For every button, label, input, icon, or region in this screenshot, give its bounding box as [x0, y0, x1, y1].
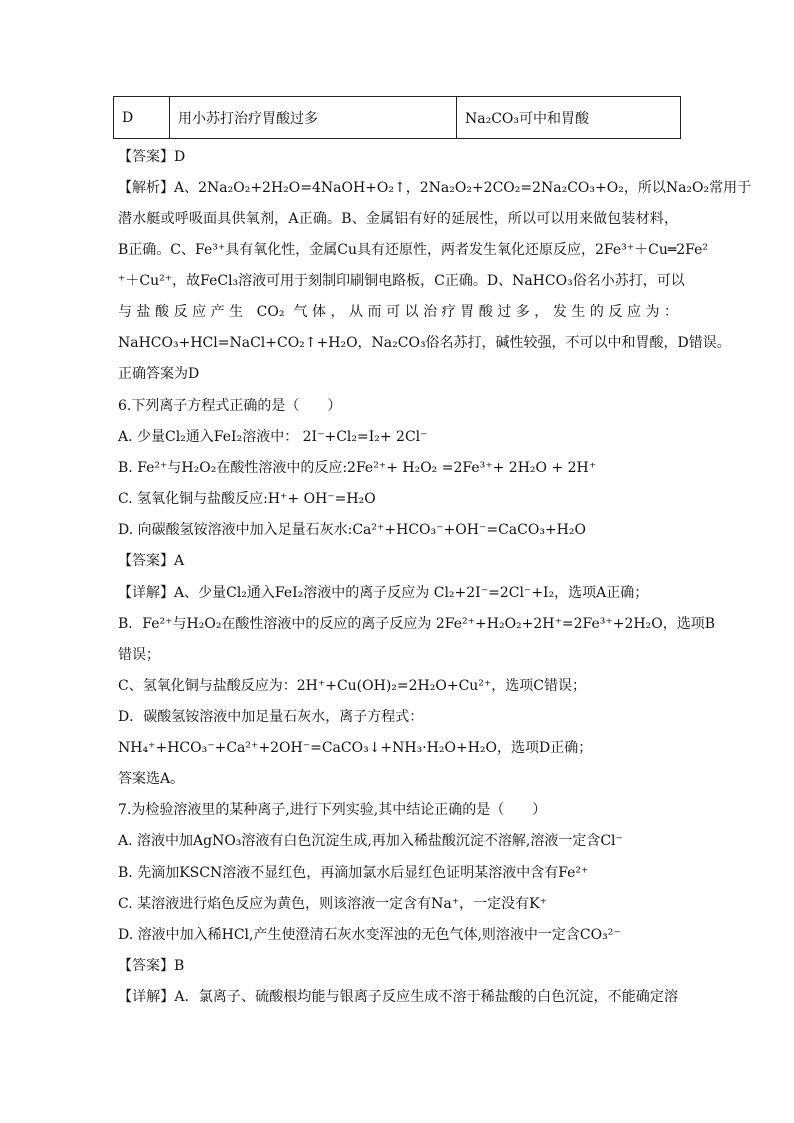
q6-explanation-line: C、氢氧化铜与盐酸反应为：2H⁺+Cu(OH)₂=2H₂O+Cu²⁺，选项C错误；: [118, 678, 587, 694]
q7-option-c: C. 某溶液进行焰色反应为黄色，则该溶液一定含有Na⁺，一定没有K⁺: [118, 896, 547, 912]
q6-explanation-line: 【详解】A、少量Cl₂通入FeI₂溶液中的离子反应为 Cl₂+2I⁻=2Cl⁻+I₂，选项A正确；: [118, 585, 649, 601]
q6-option-d: D. 向碳酸氢铵溶液中加入足量石灰水:Ca²⁺+HCO₃⁻+OH⁻=CaCO₃+H₂O: [118, 522, 586, 538]
q5-analysis-line: 与盐酸反应产生 CO₂ 气体，从而可以治疗胃酸过多，发生的反应为：: [118, 304, 678, 320]
table-row: [114, 97, 681, 139]
option-description: 用小苏打治疗胃酸过多: [170, 97, 457, 139]
q7-option-a: A. 溶液中加AgNO₃溶液有白色沉淀生成,再加入稀盐酸沉淀不溶解,溶液一定含Cl⁻: [118, 833, 623, 849]
q6-option-a: A. 少量Cl₂通入FeI₂溶液中： 2I⁻+Cl₂=I₂+ 2Cl⁻: [118, 429, 428, 445]
q7-answer: 【答案】B: [118, 958, 185, 974]
q6-explanation-line: D．碳酸氢铵溶液中加足量石灰水，离子方程式：: [118, 709, 424, 725]
q5-analysis-line: NaHCO₃+HCl=NaCl+CO₂↑+H₂O，Na₂CO₃俗名苏打，碱性较强，不可以中和胃酸，D错误。: [118, 335, 731, 351]
q5-analysis-line: B正确。C、Fe³⁺具有氧化性，金属Cu具有还原性，两者发生氧化还原反应，2Fe³⁺＋Cu═2Fe²: [118, 242, 709, 258]
q6-explanation-line: NH₄⁺+HCO₃⁻+Ca²⁺+2OH⁻=CaCO₃↓+NH₃·H₂O+H₂O，选项D正确；: [118, 740, 593, 756]
q7-stem: 7.为检验溶液里的某种离子,进行下列实验,其中结论正确的是（ ）: [118, 802, 547, 818]
q5-analysis-line: ⁺＋Cu²⁺，故FeCl₃溶液可用于刻制印刷铜电路板，C正确。D、NaHCO₃俗名小苏打，可以: [118, 273, 685, 289]
q5-answer: 【答案】D: [118, 149, 186, 165]
q7-explanation-line: 【详解】A．氯离子、硫酸根均能与银离子反应生成不溶于稀盐酸的白色沉淀，不能确定溶: [118, 989, 678, 1005]
q7-option-b: B. 先滴加KSCN溶液不显红色，再滴加氯水后显红色证明某溶液中含有Fe²⁺: [118, 865, 589, 881]
q5-analysis-line: 【解析】A、2Na₂O₂+2H₂O=4NaOH+O₂↑，2Na₂O₂+2CO₂=2Na₂CO₃+O₂，所以Na₂O₂常用于: [118, 180, 752, 196]
q6-answer: 【答案】A: [118, 553, 185, 569]
q6-stem: 6.下列离子方程式正确的是（ ）: [118, 398, 342, 414]
q5-analysis-line: 正确答案为D: [118, 366, 200, 382]
q6-option-c: C. 氢氧化铜与盐酸反应:H⁺+ OH⁻=H₂O: [118, 491, 376, 507]
q6-explanation-line: B．Fe²⁺与H₂O₂在酸性溶液中的反应的离子反应为 2Fe²⁺+H₂O₂+2H⁺=2Fe³⁺+2H₂O，选项B: [118, 616, 716, 632]
q5-analysis-line: 潜水艇或呼吸面具供氧剂，A正确。B、金属铝有好的延展性，所以可以用来做包装材料，: [118, 211, 678, 227]
option-table: [113, 96, 681, 139]
q7-option-d: D. 溶液中加入稀HCl,产生使澄清石灰水变浑浊的无色气体,则溶液中一定含CO₃²⁻: [118, 927, 621, 943]
q6-explanation-line: 错误；: [118, 647, 160, 663]
option-label: D: [114, 97, 170, 139]
option-reason: Na₂CO₃可中和胃酸: [457, 97, 681, 139]
q6-option-b: B. Fe²⁺与H₂O₂在酸性溶液中的反应:2Fe²⁺+ H₂O₂ =2Fe³⁺+ 2H₂O + 2H⁺: [118, 460, 597, 476]
q6-explanation-line: 答案选A。: [118, 771, 185, 787]
